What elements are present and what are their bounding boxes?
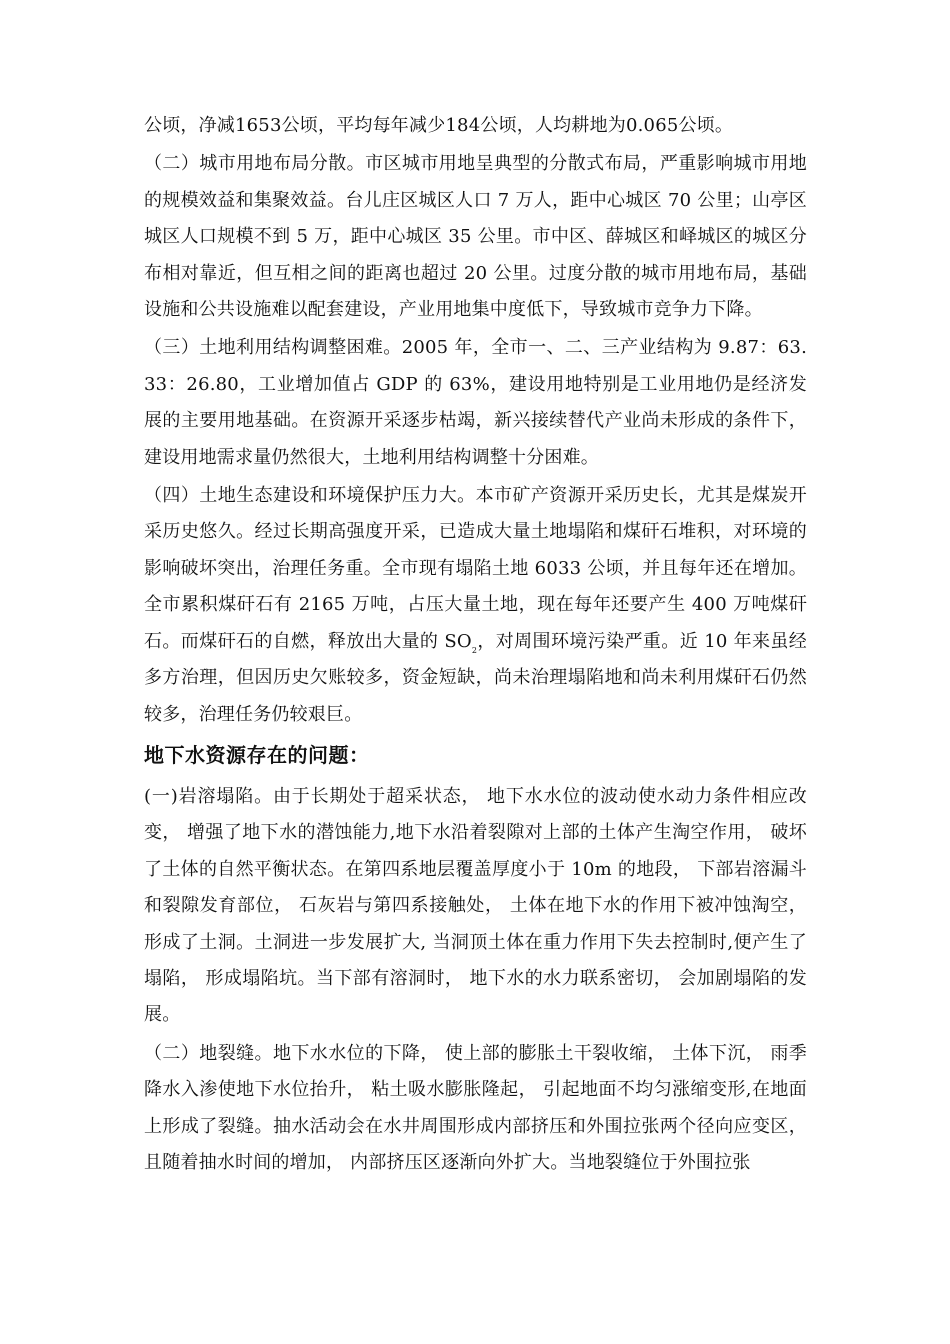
paragraph-ecological-pressure-text: （四）土地生态建设和环境保护压力大。本市矿产资源开采历史长，尤其是煤炭开采历史悠久。经过长期高强度开采，已造成大量土地塌陷和煤矸石堆积，对环境的影响破坏突出，治理任务重。全市现有塌陷土地 6033 公顷，并且每年还在增加。全市累积煤矸石有 2165 万吨，占压大量土地，现在每年还要产生 400 万吨煤矸石。而煤矸石的自燃，释放出大量的 SO: [144, 485, 807, 652]
paragraph-ecological-pressure: [144, 478, 807, 733]
paragraph-farmland-summary: 公顷，净减1653公顷，平均每年减少184公顷，人均耕地为0.065公顷。: [144, 115, 734, 136]
paragraph-land-use-structure: （三）土地利用结构调整困难。2005 年，全市一、二、三产业结构为 9.87：63.33：26.80，工业增加值占 GDP 的 63%，建设用地特别是工业用地仍是经济发展的主要用地基础。在资源开采逐步枯竭，新兴接续替代产业尚未形成的条件下，建设用地需求量仍然很大，土地利用结构调整十分困难。: [144, 337, 807, 468]
so2-subscript: 2: [471, 645, 478, 655]
paragraph-urban-land-layout: （二）城市用地布局分散。市区城市用地呈典型的分散式布局，严重影响城市用地的规模效益和集聚效益。台儿庄区城区人口 7 万人，距中心城区 70 公里；山亭区城区人口规模不到 5 万，距中心城区 35 公里。市中区、薛城区和峄城区的城区分布相对靠近，但互相之间的距离也超过 20 公里。过度分散的城市用地布局，基础设施和公共设施难以配套建设，产业用地集中度低下，导致城市竞争力下降。: [144, 153, 807, 321]
paragraph-ecological-pressure-text-end: ，对周围环境污染严重。近 10 年来虽经多方治理，但因历史欠账较多，资金短缺，尚未治理塌陷地和尚未利用煤矸石仍然较多，治理任务仍较艰巨。: [144, 630, 807, 725]
section-heading-groundwater: 地下水资源存在的问题：: [144, 742, 370, 767]
document-body: [144, 108, 807, 1183]
paragraph-karst-collapse: (一)岩溶塌陷。由于长期处于超采状态， 地下水水位的波动使水动力条件相应改变， 增强了地下水的潜蚀能力,地下水沿着裂隙对上部的土体产生淘空作用， 破坏了土体的自然平衡状态。在第四系地层覆盖厚度小于 10m 的地段， 下部岩溶漏斗和裂隙发育部位， 石灰岩与第四系接触处， 土体在地下水的作用下被冲蚀淘空， 形成了土洞。土洞进一步发展扩大, 当洞顶土体在重力作用下失去控制时,便产生了塌陷， 形成塌陷坑。当下部有溶洞时， 地下水的水力联系密切， 会加剧塌陷的发展。: [144, 785, 807, 1026]
paragraph-ground-fissure: （二）地裂缝。地下水水位的下降， 使上部的膨胀土干裂收缩， 土体下沉， 雨季降水入渗使地下水位抬升， 粘土吸水膨胀隆起， 引起地面不均匀涨缩变形,在地面上形成了裂缝。抽水活动会在水井周围形成内部挤压和外围拉张两个径向应变区， 且随着抽水时间的增加， 内部挤压区逐渐向外扩大。当地裂缝位于外围拉张: [144, 1042, 807, 1173]
